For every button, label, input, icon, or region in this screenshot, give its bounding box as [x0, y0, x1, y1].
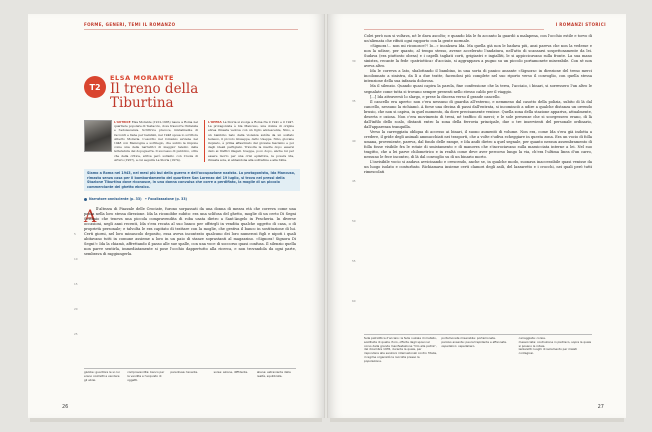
glossary-entry: carreggiata: corsia.: [518, 336, 546, 340]
book-spread: [28, 14, 626, 418]
glossary-entry: massicciata: costruzione in pietrisco, sopra la quale si posano le rotaie.: [518, 339, 592, 348]
line-number: 5: [74, 232, 76, 236]
line-number: 50: [352, 219, 356, 223]
page-edge: [30, 418, 322, 422]
running-header: I ROMANZI STORICI: [555, 22, 606, 27]
body-paragraph: ll'altezza di Piazzale delle Crociate, furono sorpassati da una donna di mezza età che correva come una pazza nella loro stessa direzione. Ida la riconobbe subito: era una sclifosa del ghetto, moglie di un certo Di Segni Settimio che teneva una piccola compravendita di roba usata dietro a Sant'Angelo in Pescheria. In diverse occasioni, negli anni recenti, Ida s'era recata al suo banco per offrirgli in vendita qualche oggetto di casa, o di proprietà personale; e talvolta le era capitato di trattare con la moglie, che gestiva il banco in sostituzione di lui. Certi giorni, nel loro minuscolo deposito, essa aveva incontrato qualcuno dei loro numerosi figli e nipoti i quali abitavano tutti in comune assieme a loro in un paio di stanze soprastanti al magazzino. «Signora! Signora Di Segni!» Ida la chiamò, affrettando il passo alle sue spalle, con una voce di soccorso quasi confusa. Il silenzio quella non parve sentirla, immediatamente si pose l'occhio dappertutto alla ricerca, e non trovandola da ogni parte, sembrava di raggiungerla.: [84, 207, 296, 257]
running-header: FORME, GENERI, TEMI IL ROMANZO: [84, 22, 176, 27]
work-summary: [204, 120, 294, 162]
glossary-entry: portamonete miserabile: portamonete.: [441, 336, 496, 340]
link-narrator[interactable]: Narratore onnisciente (p. 33): [89, 197, 142, 201]
glossary-entry: lazzaretti: luoghi di isolamento per malati contagiosi.: [518, 347, 578, 356]
body-text: [364, 34, 592, 175]
body-paragraph: Il cancello era aperto: non c'era nessuno di guardia all'esterno, e nemmeno dal casotto della polizia, subito di là dal cancello, nessuno la richiamò. A forse una decina di passi dall'entrata, si incominciò a udire a qualche distanza un orrendo brusio, che non si capiva, in quel momento, da dove precisamente venisse. Quella zona della stazione appariva, attualmente, deserta e oziosa. Non c'era movimento di treni, né traffico di merci; e le sole presenze che si scorgessero erano, di là dall'infilo dello scalo, distanti entro la zona della ferrovia principale, due o tre inservienti del personale ordinario, dall'apparenza tranquilla.: [364, 99, 592, 129]
glossary: [364, 334, 592, 364]
glossary-entry: ospedalico: ospedaliero.: [441, 343, 476, 348]
body-paragraph: «Signora!... non mi riconosce?! Io...» incalzava Ida. Ma quella già non le badava più, anzi pareva che non la vedesse e non la udisse, per quanto, al tempo stesso, avesse accelerato l'andatura, nell'atto di scansarsi sospettosamente da lei. Sudava (era piuttosto obesa) e i capelli tagliati corti, grigiastri e ingialliti, le si appiccicavano sulla fronte. La sua mano sinistra, recante la fede «patriottica» d'acciaio, si aggrappava a pugno su un piccolo portamonete miserabile. Con sé non aveva altro.: [364, 44, 592, 69]
left-page: [28, 14, 324, 418]
line-number: 60: [352, 299, 356, 303]
line-number: 30: [352, 59, 356, 63]
chapter-title: Il treno della Tiburtina: [110, 81, 199, 111]
text-badge: T2: [84, 76, 106, 98]
line-number: 25: [74, 332, 78, 336]
body-text: [84, 207, 296, 257]
intro-box: Siamo a Roma nel 1943, nei mesi più bui della guerra e dell'occupazione nazista. La protagonista, Ida Mancuso, rimasta senza casa per il bombardamento del quartiere San Lorenzo del 19 luglio, si trova nei pressi della Stazione Tiburtina dove riconosce, in una donna convulsa che corre a perdifiato, la moglie di un piccolo commerciante del ghetto ebraico.: [84, 169, 300, 191]
bio-text: Elsa Morante (1912-1985) nasce a Roma nel quartiere popolare di Testaccio, dove trascorre l'infanzia e l'adolescenza. Scrittrice precoce, inizialmente di racconti e fiabe per bambini, nel 1948 sposa lo scrittore Alberto Moravia. L'esordio nel romanzo avviene nel 1948 con Menzogna e sortilegio, che subito la impone come una delle narratrici di maggior talento della letteratura del dopoguerra. Il successo di pubblico, oltre che della critica, arriva però soltanto con L'isola di Arturo (1957), a cui seguirà La Storia (1974).: [114, 120, 198, 162]
glossary: [84, 368, 296, 382]
header-rule: [364, 29, 544, 30]
author-portrait: [84, 120, 112, 152]
line-number: 15: [74, 282, 78, 286]
glossary-entry: compravendita: banco per la vendita e l'acquisto di oggetti.: [127, 370, 165, 382]
line-number: 45: [352, 179, 356, 183]
page-number: 26: [62, 404, 69, 410]
link-focalization[interactable]: Focalizzazione (p. 33): [148, 197, 188, 201]
body-paragraph: [...] Ida attraversò lo slargo, e prese la discesa verso il grande cancello.: [370, 94, 501, 99]
page-edge: [330, 418, 624, 422]
author-bio: [114, 120, 198, 162]
body-paragraph: Ida le correva a lato, sbalottando il bambino, in una sorta di panico ansante «Signora» in direzione del treno merci incolonnato a sinistra, da lì a due tratte, facendosi più complete nel suo riporto verso il convoglio, con quella stessa intenzione della sua infanzia dolorosa.: [364, 69, 592, 84]
glossary-entry: parolso ansante: paura trepidante e affannata.: [441, 339, 507, 344]
line-number: 10: [74, 257, 78, 261]
line-number: 20: [74, 307, 78, 311]
body-paragraph: Colei però non si voltava, né le dava ascolto; e quando Ida le fu accanto la guardò a malapena, con l'occhio estile e torvo di un'alienata che rifiuti ogni rapporto con la gente normale.: [364, 34, 592, 44]
line-number: 40: [352, 139, 356, 143]
work-text: La Storia si svolge a Roma fra il 1941 e il 1947. La protagonista è Ida Mancuso, una donna di origine ebrea rimasta vedova con un figlio adolescente, Nino, e un bambino nato dalla violenza subìta da un soldato tedesco, il piccolo Giuseppe, detto Useppe. Nino, giovane inquieto, è prima affascinato dal giovane fascismo e poi dagli ideali partigiani. Travolta la madre dopo essersi dato ai traffici illegali. Useppe, poco dopo, anche lui per essere morto per una crisi epilettica, la povera Ida, rimasta sola, si abbandona alla solitudine e alla follia.: [208, 120, 295, 162]
glossary-entry: giubbe: guaritore le si cui erano costretti a vendere gli ebrei.: [84, 370, 120, 382]
glossary-entry: parentusa: tenente.: [170, 370, 199, 374]
drop-cap: A: [84, 207, 97, 227]
work-label: L'OPERA: [208, 120, 222, 124]
right-page: [328, 14, 626, 418]
header-rule: [84, 29, 298, 30]
glossary-column: [441, 337, 514, 364]
concept-links: Narratore onnisciente (p. 33) • Focalizzazione (p. 33): [84, 197, 187, 201]
body-paragraph: Ma il silenzio. Quando quasi capiva la parola, fine confessione che la terra, l'acciaio, i binari, si sorressero l'un altro le segnalate come tutta si trovano sempre presenti nello stesso caldo per il viaggio.: [364, 84, 592, 94]
glossary-entry: aliena: estraniante dalla realtà, squilibrata.: [256, 370, 291, 378]
author-name: ELSA MORANTE: [110, 74, 175, 82]
glossary-entry: fede patriottica d'acciaio: la fede nuziale di metallo, sostituita di quella d'oro, offerta dagli sposi nel corso della grande manifestazione "Oro alla patria", del dicembre 1935, durante la quale, per rispondere alle sanzioni internazionali contro l'Italia, il regime organizzò la raccolta presso la popolazione.: [364, 336, 438, 363]
bullet-icon: [84, 198, 87, 201]
bio-label: L'AUTRICE: [114, 120, 131, 124]
line-number: 55: [352, 259, 356, 263]
body-paragraph: L'invisibile vocio si andava avvicinando e crescendo, anche se, in qualche modo, suonava inaccessibile quasi venisse da un luogo isolato e conturbato. Richiamava insieme certi clamori degli asili, del lazzaretto e i crocchi, nei quali però tutti rimescolati: [364, 160, 592, 175]
glossary-column: [519, 337, 592, 364]
glossary-column: [364, 337, 437, 364]
line-number: 35: [352, 99, 356, 103]
glossary-entry: sorsa: azione, diffidente.: [213, 370, 249, 374]
body-paragraph: Verso la carreggiata obliqua di accesso ai binari, il suono aumentò di volume. Non era, come Ida s'era già indotta a credere, il gride degli animali ammucchiati nei trasporti, che a volte s'udiva echeggiare in questa zona. Era un vocio di folla umana, proveniente, pareva, dal fondo delle rampe, e Ida andò dietro a quel segnale, per quanto nessun assembramento di folla fosse visibile fra le rotaie di smistamento e di manovra che s'incrociavano sulla massicciata interne a lei. Nel suo tragitto, che a lei parve chilometrico e in realtà come deve aver percorso lungo la via, ch'era l'ultima linea d'un carro, nessuno le fece incontro, di là dal convoglio su di un binario morto.: [364, 129, 592, 160]
page-number: 27: [597, 404, 604, 410]
